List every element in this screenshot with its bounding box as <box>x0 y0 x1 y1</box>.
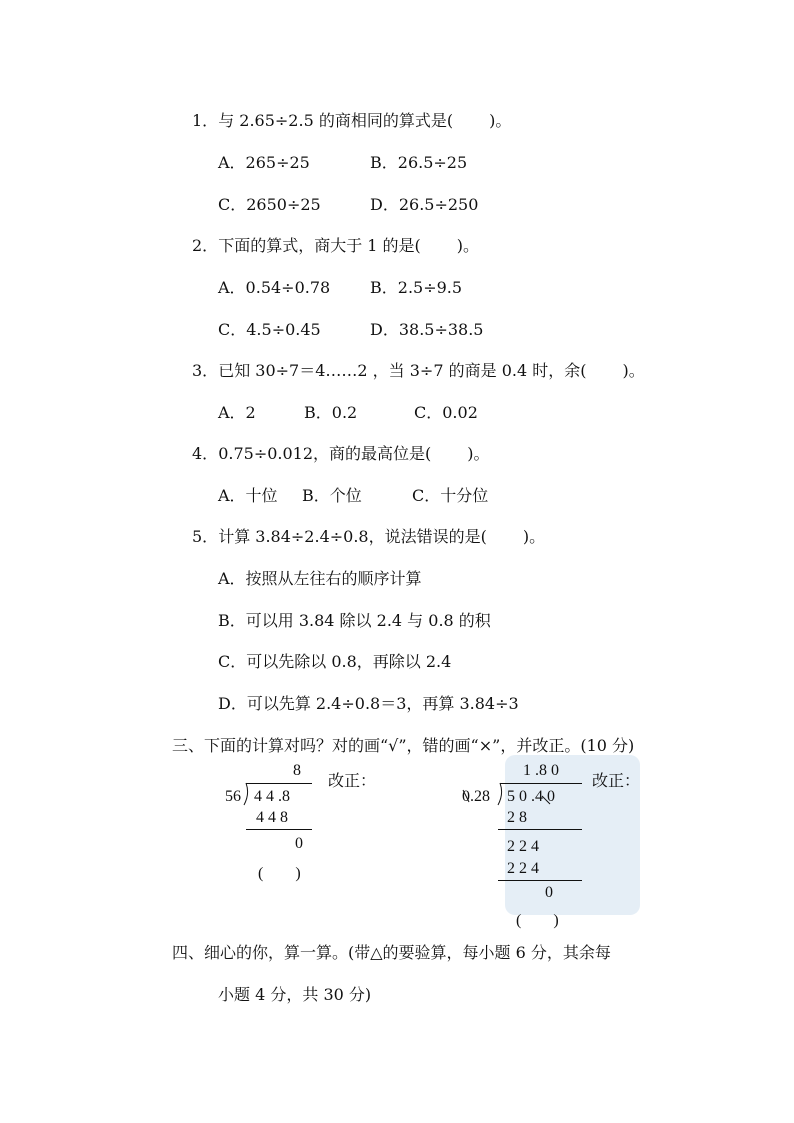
option-1d[interactable]: D．26.5÷250 <box>370 195 479 214</box>
option-3a[interactable]: A．2 <box>218 403 256 422</box>
section-4-title-line2: 小题 4 分，共 30 分) <box>218 985 372 1004</box>
question-5 <box>192 524 545 547</box>
question-number: 1． <box>192 111 219 130</box>
right-dividend: 5 0 .4 0 <box>507 788 555 805</box>
question-stem: 0.75÷0.012，商的最高位是( <box>218 444 432 463</box>
left-quotient: 8 <box>293 762 301 779</box>
option-2d[interactable]: D．38.5÷38.5 <box>370 320 484 339</box>
left-dividend: 4 4 .8 <box>254 788 290 805</box>
question-number: 2． <box>192 236 219 255</box>
option-1c[interactable]: C．2650÷25 <box>218 195 321 214</box>
question-stem-end: )。 <box>467 444 490 463</box>
left-product: 4 4 8 <box>256 809 288 826</box>
right-divisor: 0.28 <box>462 788 490 805</box>
left-judgement-paren[interactable]: ( ) <box>258 865 301 882</box>
question-stem: 计算 3.84÷2.4÷0.8，说法错误的是( <box>218 527 487 546</box>
option-2b[interactable]: B．2.5÷9.5 <box>370 278 463 297</box>
right-correction-label: 改正： <box>592 771 641 790</box>
question-stem-end: )。 <box>456 236 480 255</box>
right-remainder: 0 <box>545 884 553 901</box>
left-remainder: 0 <box>295 835 303 852</box>
left-subtract-line <box>246 829 312 830</box>
left-division-bar <box>246 783 312 784</box>
option-3c[interactable]: C．0.02 <box>414 403 478 422</box>
right-step2: 2 2 4 <box>507 838 539 855</box>
question-stem: 与 2.65÷2.5 的商相同的算式是( <box>218 111 454 130</box>
option-2c[interactable]: C．4.5÷0.45 <box>218 320 321 339</box>
option-2a[interactable]: A．0.54÷0.78 <box>218 278 331 297</box>
question-number: 3． <box>192 361 219 380</box>
right-step3: 2 2 4 <box>507 860 539 877</box>
left-divisor: 56 <box>225 788 241 805</box>
left-correction-label: 改正： <box>328 771 377 790</box>
option-4c[interactable]: C．十分位 <box>412 486 489 505</box>
option-4a[interactable]: A．十位 <box>218 486 278 505</box>
option-3b[interactable]: B．0.2 <box>304 403 358 422</box>
question-stem-end: )。 <box>522 527 546 546</box>
right-step1: 2 8 <box>507 809 527 826</box>
left-division-bracket <box>240 782 250 806</box>
question-3 <box>192 358 645 381</box>
option-5c[interactable]: C．可以先除以 0.8，再除以 2.4 <box>218 652 452 671</box>
section-3-title: 三、下面的计算对吗？对的画“√”，错的画“×”，并改正。(10 分) <box>172 736 635 755</box>
question-number: 4． <box>192 444 219 463</box>
right-judgement-paren[interactable]: ( ) <box>516 912 559 929</box>
right-subtract-line-1 <box>498 829 582 830</box>
question-4 <box>192 441 490 464</box>
option-5b[interactable]: B．可以用 3.84 除以 2.4 与 0.8 的积 <box>218 611 491 630</box>
option-5a[interactable]: A．按照从左往右的顺序计算 <box>218 569 422 588</box>
right-division-bar <box>500 783 582 784</box>
option-5d[interactable]: D．可以先算 2.4÷0.8＝3，再算 3.84÷3 <box>218 694 519 713</box>
question-stem: 已知 30÷7＝4……2 ，当 3÷7 的商是 0.4 时，余( <box>218 361 587 380</box>
question-stem-end: )。 <box>489 111 512 130</box>
option-1a[interactable]: A．265÷25 <box>218 153 310 172</box>
option-4b[interactable]: B．个位 <box>302 486 362 505</box>
question-2 <box>192 233 479 256</box>
question-number: 5． <box>192 527 219 546</box>
question-stem: 下面的算式，商大于 1 的是( <box>218 236 421 255</box>
question-stem-end: )。 <box>622 361 645 380</box>
right-quotient: 1 .8 0 <box>523 762 559 779</box>
option-1b[interactable]: B．26.5÷25 <box>370 153 468 172</box>
question-1 <box>192 108 511 131</box>
section-4-title-line1: 四、细心的你，算一算。(带△的要验算，每小题 6 分，其余每 <box>172 943 611 962</box>
right-subtract-line-2 <box>498 880 582 881</box>
